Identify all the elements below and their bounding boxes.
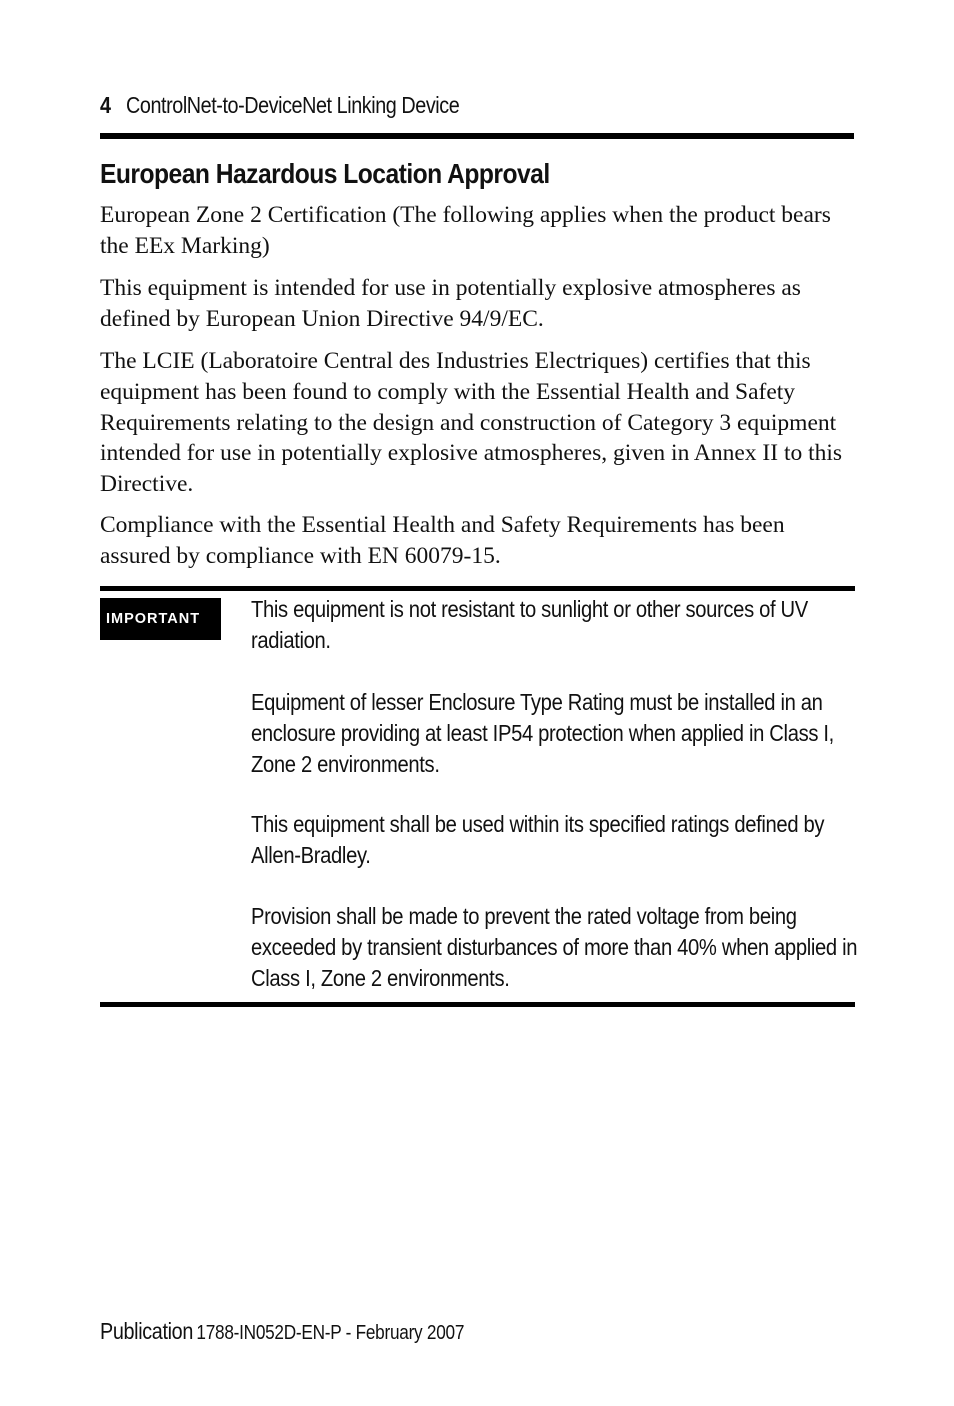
section-title: European Hazardous Location Approval [100, 158, 550, 189]
paragraph-compliance: Compliance with the Essential Health and Safety Requirements has been assured by compliance with EN 60079-15. [100, 512, 785, 569]
important-note-enclosure: Equipment of lesser Enclosure Type Rating must be installed in an enclosure providing at least IP54 protection when applied in Class I, Zone 2 environments. [251, 689, 834, 777]
paragraph-zone2-certification: European Zone 2 Certification (The following applies when the product bears the EEx Marking) [100, 202, 831, 259]
important-bottom-rule [100, 1002, 855, 1007]
paragraph-lcie-certification: The LCIE (Laboratoire Central des Industries Electriques) certifies that this equipment has been found to comply with the Essential Health and Safety Requirements relating to the design and construction of Category 3 equipment intended for use in potentially explosive atmospheres, given in Annex II to this Directive. [100, 348, 843, 498]
publication-label: Publication [100, 1318, 193, 1344]
running-title: ControlNet-to-DeviceNet Linking Device [126, 92, 460, 118]
important-note-ratings: This equipment shall be used within its specified ratings defined by Allen-Bradley. [251, 811, 825, 868]
publication-id: 1788-IN052D-EN-P - February 2007 [196, 1322, 465, 1344]
important-note-transient: Provision shall be made to prevent the rated voltage from being exceeded by transient disturbances of more than 40% when applied in Class I, Zone 2 environments. [251, 903, 858, 991]
paragraph-intended-use: This equipment is intended for use in potentially explosive atmospheres as defined by European Union Directive 94/9/EC. [100, 275, 801, 332]
important-notice [100, 586, 858, 1008]
running-header [100, 92, 459, 119]
publication-footer [100, 1318, 464, 1345]
important-note-uv: This equipment is not resistant to sunlight or other sources of UV radiation. [251, 596, 808, 653]
important-top-rule [100, 586, 855, 591]
header-rule [100, 133, 854, 139]
page-number: 4 [100, 92, 111, 118]
important-label: IMPORTANT [100, 598, 221, 640]
